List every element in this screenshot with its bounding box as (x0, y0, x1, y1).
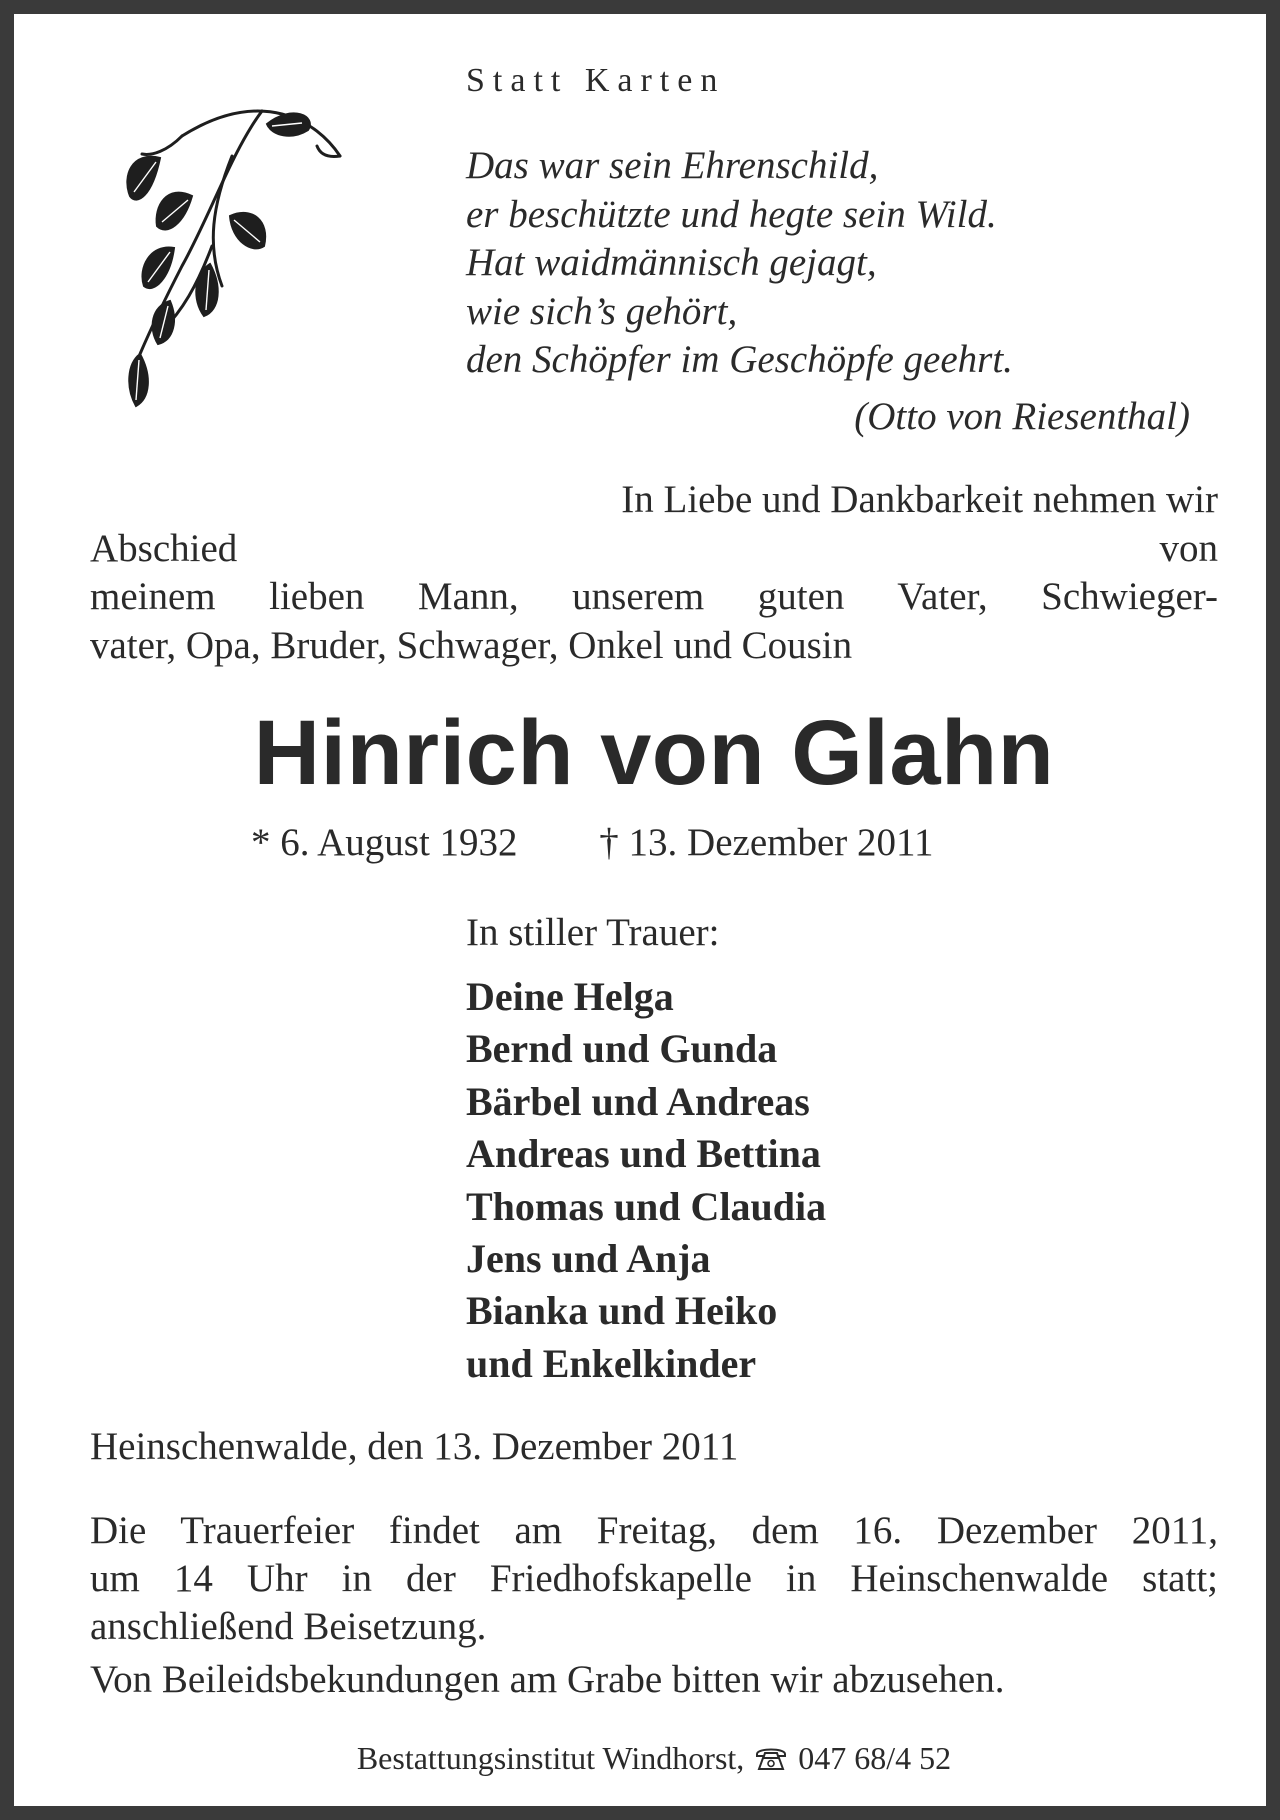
poem-line: Hat waidmännisch gejagt, (466, 241, 877, 284)
funeral-home-footer (14, 1740, 1280, 1777)
poem-line: er beschützte und hegte sein Wild. (466, 192, 997, 236)
mourner-name: und Enkelkinder (466, 1340, 757, 1386)
funeral-line: um 14 Uhr in der Friedhofskapelle in Heinschenwalde statt; (90, 1557, 1218, 1600)
birch-branch-icon (112, 96, 352, 426)
condolence-note: Von Beileidsbekundungen am Grabe bitten wir abzusehen. (90, 1658, 1005, 1701)
deceased-name: Hinrich von Glahn (253, 702, 1055, 804)
funeral-info (90, 1507, 1218, 1651)
intro-line (90, 525, 1218, 574)
place-date: Heinschenwalde, den 13. Dezember 2011 (90, 1425, 739, 1468)
poem-line: den Schöpfer im Geschöpfe geehrt. (466, 338, 1013, 381)
intro-line: meinem lieben Mann, unserem guten Vater, Schwieger- (90, 575, 1218, 618)
mourner-name: Thomas und Claudia (466, 1183, 827, 1229)
mourner-name: Bianka und Heiko (466, 1288, 778, 1334)
birth-date: * 6. August 1932 (251, 821, 518, 864)
intro-line: In Liebe und Dankbarkeit nehmen wir (621, 478, 1218, 521)
poem-line: Das war sein Ehrenschild, (466, 144, 879, 187)
funeral-line: anschließend Beisetzung. (90, 1605, 487, 1648)
intro-word: Abschied (90, 526, 238, 570)
intro-line: vater, Opa, Bruder, Schwager, Onkel und Cousin (90, 623, 853, 667)
poem-line: wie sich’s gehört, (466, 289, 738, 333)
mourner-name: Andreas und Bettina (466, 1131, 821, 1177)
mourner-name: Deine Helga (466, 974, 674, 1019)
header-label: Statt Karten (466, 62, 726, 99)
mourner-name: Jens und Anja (466, 1236, 711, 1282)
mourners-list (466, 971, 826, 1390)
mourning-label: In stiller Trauer: (466, 911, 720, 954)
phone-number: 047 68/4 52 (798, 1740, 952, 1776)
life-dates (251, 820, 934, 865)
mourner-name: Bärbel und Andreas (466, 1078, 810, 1124)
funeral-home-name: Bestattungsinstitut Windhorst, (356, 1740, 745, 1776)
mourner-name: Bernd und Gunda (466, 1026, 778, 1072)
poem-attribution: (Otto von Riesenthal) (854, 395, 1190, 438)
poem (466, 142, 1226, 385)
telephone-icon (754, 1745, 788, 1771)
intro-text (90, 476, 1218, 670)
intro-word: von (1159, 526, 1218, 570)
funeral-line: Die Trauerfeier findet am Freitag, dem 16. Dezember 2011, (90, 1509, 1218, 1552)
death-date: † 13. Dezember 2011 (599, 821, 934, 864)
